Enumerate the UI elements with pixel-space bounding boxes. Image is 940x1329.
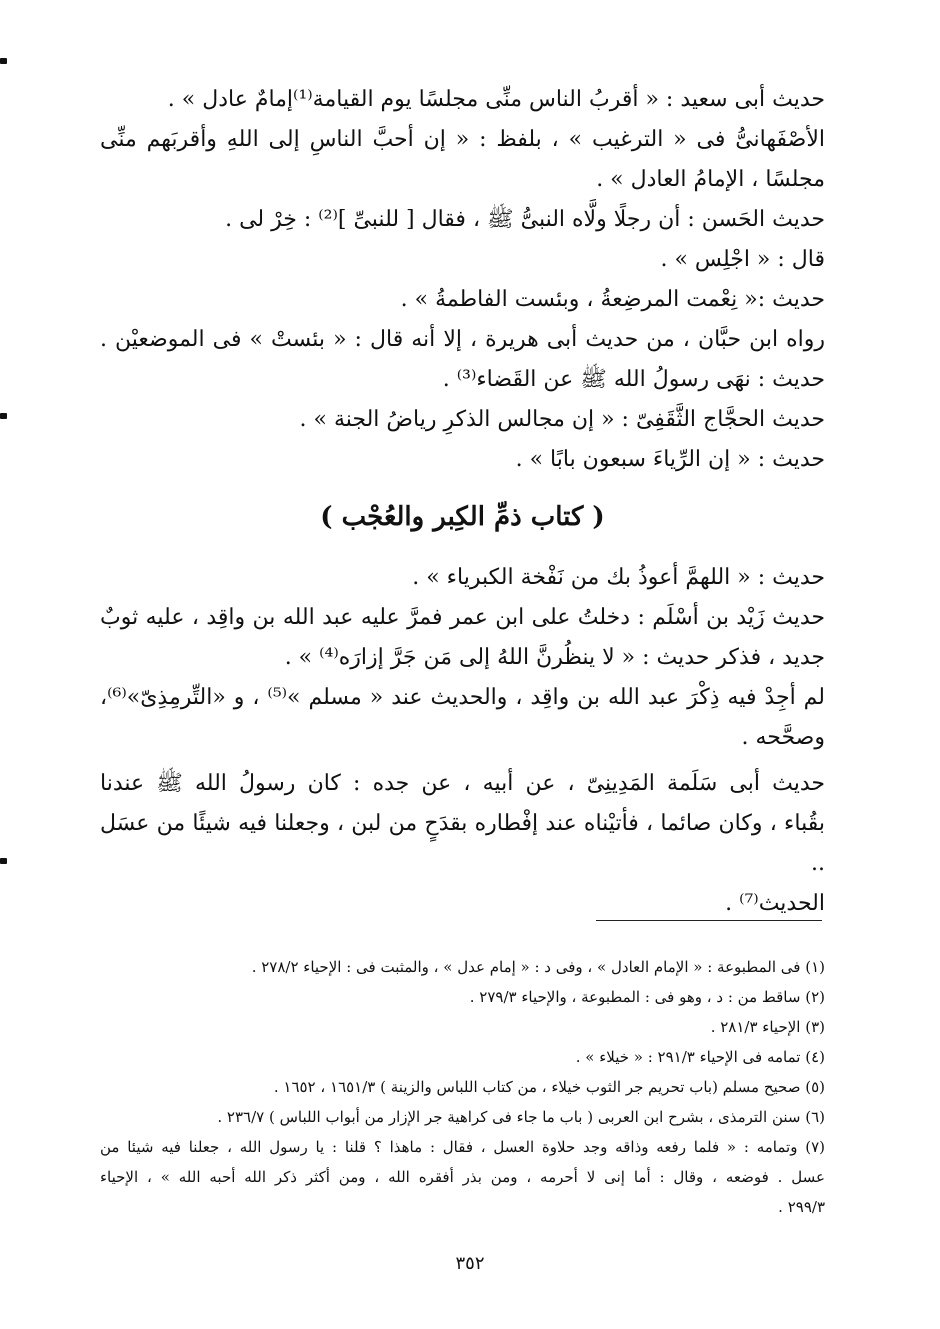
footnote: (٣) الإحياء ٢٨١/٣ . xyxy=(710,1018,825,1036)
footnote: عسل . فوضعه ، وقال : أما إنى لا أحرمه ، ومن بذر أفقره الله ، ومن أكثر ذكر الله أحبه الله » ، الإحياء xyxy=(100,1168,825,1186)
scan-edge-mark xyxy=(0,858,7,864)
scan-edge-mark xyxy=(0,58,7,64)
text-line: قال : « اجْلِس » . xyxy=(660,247,825,272)
text-line: لم أجِدْ فيه ذِكْرَ عبد الله بن واقِد ، والحديث عند « مسلم »⁽⁵⁾ ، و «التِّرمِذِىّ»⁽⁶⁾، xyxy=(100,685,825,710)
text-line: مجلسًا ، الإمامُ العادل » . xyxy=(596,167,825,192)
footnote-divider xyxy=(596,920,822,921)
footnote: (١) فى المطبوعة : « الإمام العادل » ، وفى د : « إمام عدل » ، والمثبت فى : الإحياء ٢٧٨/٢ . xyxy=(251,958,825,976)
section-heading: ( كتاب ذمِّ الكِبر والعُجْب ) xyxy=(320,502,605,532)
text-line: الحديث⁽⁷⁾ . xyxy=(725,891,825,916)
scan-edge-mark xyxy=(0,413,7,419)
text-line: حديث زَيْد بن أسْلَم : دخلتُ على ابن عمر فمرَّ عليه عبد الله بن واقِد ، عليه ثوبٌ xyxy=(100,605,825,630)
footnote: (٦) سنن الترمذى ، بشرح ابن العربى ( باب ما جاء فى كراهية جر الإزار من أبواب اللباس ) ٢٣٦/٧ . xyxy=(217,1108,825,1126)
footnote: (٥) صحيح مسلم (باب تحريم جر الثوب خيلاء ، من كتاب اللباس والزينة ) ١٦٥١/٣ ، ١٦٥٢ . xyxy=(273,1078,825,1096)
footnote: (٢) ساقط من : د ، وهو فى : المطبوعة ، والإحياء ٢٧٩/٣ . xyxy=(469,988,825,1006)
text-line: حديث : نهَى رسولُ الله ﷺ عن القَضاء⁽³⁾ . xyxy=(442,367,825,392)
main-text xyxy=(100,80,825,924)
page-number: ٣٥٢ xyxy=(455,1253,485,1274)
text-line: حديث :« نِعْمت المرضِعةُ ، وبئست الفاطمةُ » . xyxy=(400,287,825,312)
text-line: حديث : « إن الرِّياءَ سبعون بابًا » . xyxy=(515,447,825,472)
footnote: ٢٩٩/٣ . xyxy=(778,1198,825,1216)
footnotes xyxy=(100,952,825,1222)
text-line: حديث أبى سعيد : « أقربُ الناس منِّى مجلسًا يوم القيامة⁽¹⁾إمامٌ عادل » . xyxy=(167,87,825,112)
text-line: الأصْفَهانىُّ فى « الترغيب » ، بلفظ : « إن أحبَّ الناسِ إلى اللهِ وأقربَهم منِّى xyxy=(100,127,825,152)
footnote: (٤) تمامه فى الإحياء ٢٩١/٣ : « خيلاء » . xyxy=(575,1048,825,1066)
text-line: حديث الحجَّاج الثَّقَفِىّ : « إن مجالس الذكرِ رياضُ الجنة » . xyxy=(299,407,825,432)
text-line: حديث : « اللهمَّ أعوذُ بك من نَفْخة الكبرياء » . xyxy=(412,565,825,590)
text-line: وصحَّحه . xyxy=(741,725,825,750)
text-line: حديث أبى سَلَمة المَدِينِىّ ، عن أبيه ، عن جده : كان رسولُ الله ﷺ عندنا xyxy=(100,771,825,796)
footnote: (٧) وتمامه : « فلما رفعه وذاقه وجد حلاوة العسل ، فقال : ماهذا ؟ قلنا : يا رسول الله ، جعلنا فيه شيئا من xyxy=(100,1138,825,1156)
text-line: بقُباء ، وكان صائما ، فأتيْناه عند إفْطاره بقدَحٍ من لبن ، وجعلنا فيه شيئًا من عسَل .. xyxy=(100,811,825,876)
text-line: رواه ابن حبَّان ، من حديث أبى هريرة ، إلا أنه قال : « بئستْ » فى الموضعيْن . xyxy=(100,327,825,352)
text-line: جديد ، فذكر حديث : « لا ينظُرنَّ اللهُ إلى مَن جَرَّ إزارَه⁽⁴⁾ » . xyxy=(284,645,825,670)
text-line: حديث الحَسن : أن رجلًا ولَّاه النبىُّ ﷺ ، فقال [ للنبىِّ ]⁽²⁾ : خِرْ لى . xyxy=(225,207,825,232)
